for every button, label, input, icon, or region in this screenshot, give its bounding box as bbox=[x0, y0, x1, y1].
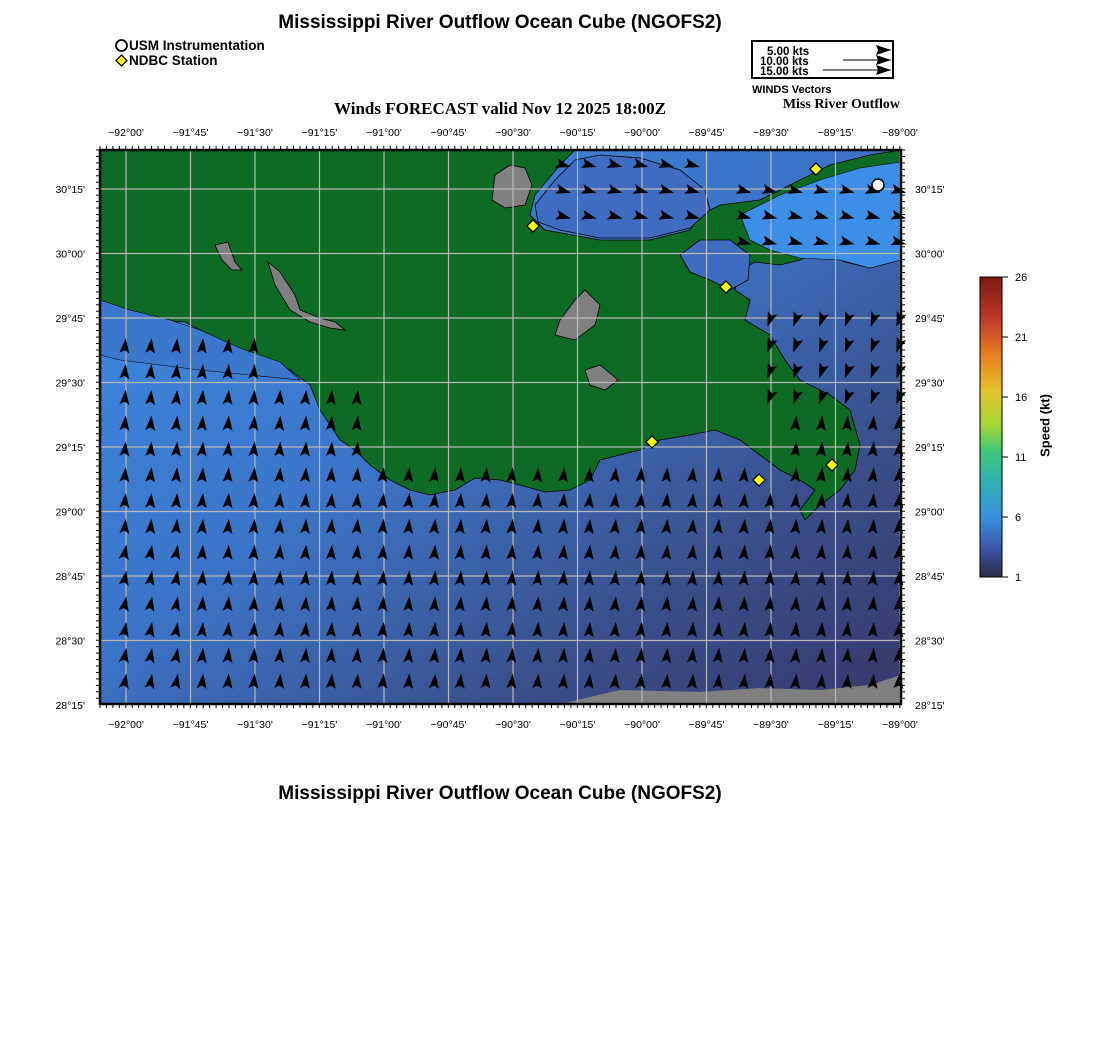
colorbar-title: Speed (kt) bbox=[1037, 394, 1053, 457]
lat-tick-label: 28°30' bbox=[915, 635, 945, 648]
lon-tick-label: −89°45' bbox=[688, 719, 725, 731]
lon-tick-label: −91°00' bbox=[366, 127, 402, 139]
lat-tick-label: 29°30' bbox=[55, 377, 85, 390]
lat-tick-label: 30°15' bbox=[915, 184, 945, 196]
lon-tick-label: −90°45' bbox=[430, 127, 467, 139]
legend-label-usm: USM Instrumentation bbox=[129, 38, 265, 53]
lon-tick-label: −91°15' bbox=[301, 127, 338, 139]
lat-tick-label: 29°15' bbox=[915, 442, 945, 454]
lat-tick-label: 28°15' bbox=[915, 700, 945, 712]
lat-tick-label: 29°15' bbox=[55, 442, 85, 454]
usm-station-marker[interactable] bbox=[872, 179, 884, 191]
colorbar-tick-label: 21 bbox=[1015, 332, 1028, 344]
lon-labels-top bbox=[108, 127, 918, 139]
lon-tick-label: −90°15' bbox=[559, 127, 596, 139]
lon-tick-label: −91°45' bbox=[172, 127, 209, 139]
lon-tick-label: −89°30' bbox=[753, 719, 789, 731]
lat-tick-label: 30°00' bbox=[55, 248, 85, 261]
vector-legend-caption: WINDS Vectors bbox=[752, 84, 832, 96]
lat-tick-label: 28°15' bbox=[55, 700, 85, 712]
lon-tick-label: −90°30' bbox=[495, 719, 531, 731]
lat-tick-label: 29°00' bbox=[55, 506, 85, 519]
lon-tick-label: −92°00' bbox=[108, 127, 144, 139]
lon-tick-label: −89°00' bbox=[882, 719, 918, 731]
lat-tick-label: 29°00' bbox=[915, 506, 945, 519]
colorbar-ticks bbox=[1002, 272, 1027, 584]
lon-tick-label: −89°45' bbox=[688, 127, 725, 139]
page-title: Mississippi River Outflow Ocean Cube (NGOFS2) bbox=[278, 12, 722, 33]
lon-labels-bottom bbox=[108, 719, 918, 731]
lon-tick-label: −89°30' bbox=[753, 127, 789, 139]
lon-tick-label: −90°45' bbox=[430, 719, 467, 731]
colorbar bbox=[980, 277, 1002, 577]
vector-legend-10kts: 10.00 kts bbox=[760, 56, 809, 68]
vector-legend-5kts: 5.00 kts bbox=[767, 46, 810, 58]
lon-tick-label: −90°15' bbox=[559, 719, 596, 731]
lon-tick-label: −89°15' bbox=[817, 719, 854, 731]
lon-tick-label: −91°45' bbox=[172, 719, 209, 731]
map-subtitle: Winds FORECAST valid Nov 12 2025 18:00Z bbox=[334, 99, 666, 118]
lat-labels-left bbox=[55, 184, 85, 712]
lat-tick-label: 28°45' bbox=[915, 571, 945, 583]
lon-tick-label: −91°30' bbox=[237, 719, 273, 731]
colorbar-tick-label: 16 bbox=[1015, 392, 1028, 404]
legend-label-ndbc: NDBC Station bbox=[129, 53, 218, 68]
colorbar-tick-label: 26 bbox=[1015, 272, 1028, 284]
page-title-bottom: Mississippi River Outflow Ocean Cube (NGOFS2) bbox=[278, 783, 722, 804]
lat-tick-label: 28°30' bbox=[55, 635, 85, 648]
colorbar-tick-label: 1 bbox=[1015, 572, 1022, 584]
colorbar-tick-label: 11 bbox=[1015, 452, 1027, 464]
lon-tick-label: −91°00' bbox=[366, 719, 402, 731]
lon-tick-label: −92°00' bbox=[108, 719, 144, 731]
lon-tick-label: −90°30' bbox=[495, 127, 531, 139]
lat-tick-label: 29°45' bbox=[55, 313, 85, 325]
colorbar-tick-label: 6 bbox=[1015, 512, 1022, 524]
lon-tick-label: −91°30' bbox=[237, 127, 273, 139]
lat-tick-label: 29°30' bbox=[915, 377, 945, 390]
lon-tick-label: −89°15' bbox=[817, 127, 854, 139]
lat-tick-label: 30°15' bbox=[55, 184, 85, 196]
lon-tick-label: −91°15' bbox=[301, 719, 338, 731]
lon-tick-label: −90°00' bbox=[624, 127, 660, 139]
lat-tick-label: 29°45' bbox=[915, 313, 945, 325]
vector-legend-15kts: 15.00 kts bbox=[760, 66, 809, 78]
lat-tick-label: 30°00' bbox=[915, 248, 945, 261]
lon-tick-label: −90°00' bbox=[624, 719, 660, 731]
region-label: Miss River Outflow bbox=[782, 97, 900, 112]
lat-labels-right bbox=[915, 184, 945, 712]
lat-tick-label: 28°45' bbox=[55, 571, 85, 583]
lon-tick-label: −89°00' bbox=[882, 127, 918, 139]
